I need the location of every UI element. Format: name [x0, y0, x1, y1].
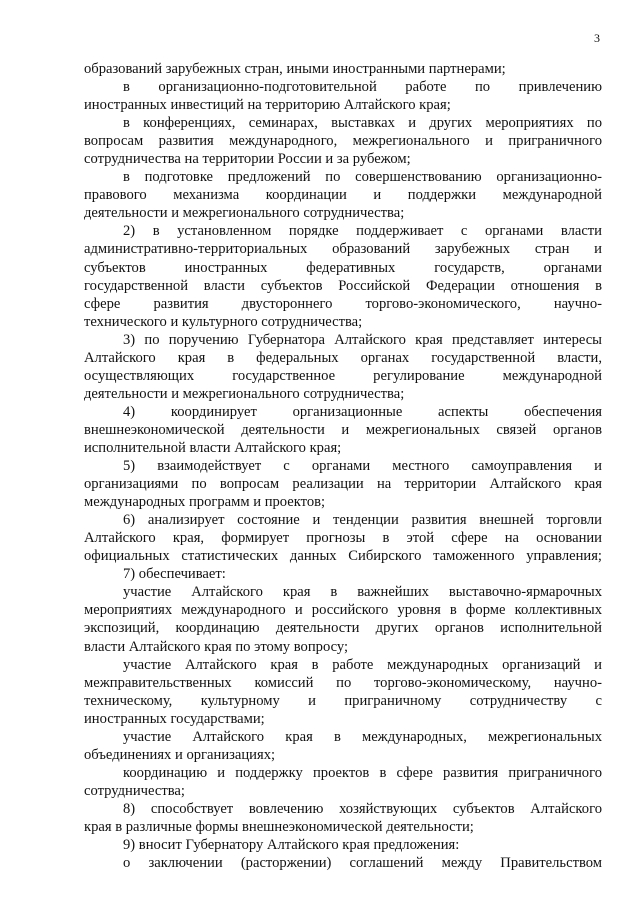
- text-line: 3) по поручению Губернатора Алтайского края представляет интересы: [123, 331, 602, 348]
- text-line: государственной власти субъектов Российской Федерации отношения в: [84, 277, 602, 294]
- text-line: иностранных государствами;: [84, 710, 265, 727]
- text-line: 7) обеспечивает:: [123, 566, 226, 583]
- text-line: 4) координирует организационные аспекты обеспечения: [123, 403, 602, 420]
- text-line: 9) вносит Губернатору Алтайского края предложения:: [123, 837, 460, 854]
- text-line: межправительственных комиссий по торгово-экономическому, научно-: [84, 674, 602, 691]
- text-line: административно-территориальных образований зарубежных стран и: [84, 241, 602, 258]
- text-line: края в различные формы внешнеэкономической деятельности;: [84, 818, 474, 835]
- text-line: участие Алтайского края в работе международных организаций и: [123, 656, 602, 673]
- text-line: о заключении (расторжении) соглашений между Правительством: [123, 855, 602, 872]
- text-line: 5) взаимодействует с органами местного самоуправления и: [123, 458, 602, 475]
- text-line: экспозиций, координацию деятельности других органов исполнительной: [84, 620, 602, 637]
- text-line: объединениях и организациях;: [84, 746, 276, 763]
- text-line: деятельности и межрегионального сотрудничества;: [84, 385, 405, 402]
- text-line: участие Алтайского края в международных, межрегиональных: [123, 728, 602, 745]
- text-line: иностранных инвестиций на территорию Алтайского края;: [84, 97, 451, 114]
- document-body: [84, 60, 602, 872]
- text-line: в подготовке предложений по совершенствованию организационно-: [123, 169, 602, 186]
- text-line: 6) анализирует состояние и тенденции развития внешней торговли: [123, 512, 602, 529]
- text-line: официальных статистических данных Сибирского таможенного управления;: [84, 548, 602, 565]
- text-line: 8) способствует вовлечению хозяйствующих субъектов Алтайского: [123, 800, 602, 817]
- text-line: деятельности и межрегионального сотрудничества;: [84, 205, 405, 222]
- text-line: техническому, культурному и приграничному сотрудничеству с: [84, 692, 602, 709]
- text-line: организациями по вопросам реализации на территории Алтайского края: [84, 476, 602, 493]
- text-line: внешнеэкономической деятельности и межрегиональных связей органов: [84, 421, 602, 438]
- text-line: координацию и поддержку проектов в сфере развития приграничного: [123, 764, 602, 781]
- page-number: 3: [594, 31, 600, 45]
- text-line: исполнительной власти Алтайского края;: [84, 439, 342, 456]
- text-line: технического и культурного сотрудничества;: [84, 313, 363, 330]
- text-line: в организационно-подготовительной работе по привлечению: [123, 79, 602, 96]
- text-line: осуществляющих государственное регулирование международной: [84, 367, 602, 384]
- text-line: сотрудничества;: [84, 782, 185, 799]
- text-line: международных программ и проектов;: [84, 494, 326, 511]
- text-line: сфере развития двустороннего торгово-экономического, научно-: [84, 295, 602, 312]
- text-line: Алтайского края, формирует прогнозы в этой сфере на основании: [84, 530, 602, 547]
- text-line: власти Алтайского края по этому вопросу;: [84, 638, 349, 655]
- text-line: в конференциях, семинарах, выставках и других мероприятиях по: [123, 115, 602, 132]
- text-line: участие Алтайского края в важнейших выставочно-ярмарочных: [123, 584, 602, 601]
- text-line: 2) в установленном порядке поддерживает с органами власти: [123, 223, 602, 240]
- text-line: вопросам развития международного, межрегионального и приграничного: [84, 133, 602, 150]
- text-line: субъектов иностранных федеративных государств, органами: [84, 259, 602, 276]
- text-line: образований зарубежных стран, иными иностранными партнерами;: [84, 61, 506, 77]
- text-line: Алтайского края в федеральных органах государственной власти,: [84, 349, 602, 366]
- text-line: правового механизма координации и поддержки международной: [84, 187, 602, 204]
- text-line: сотрудничества на территории России и за рубежом;: [84, 151, 411, 168]
- text-line: мероприятиях международного и российского уровня в форме коллективных: [84, 602, 602, 619]
